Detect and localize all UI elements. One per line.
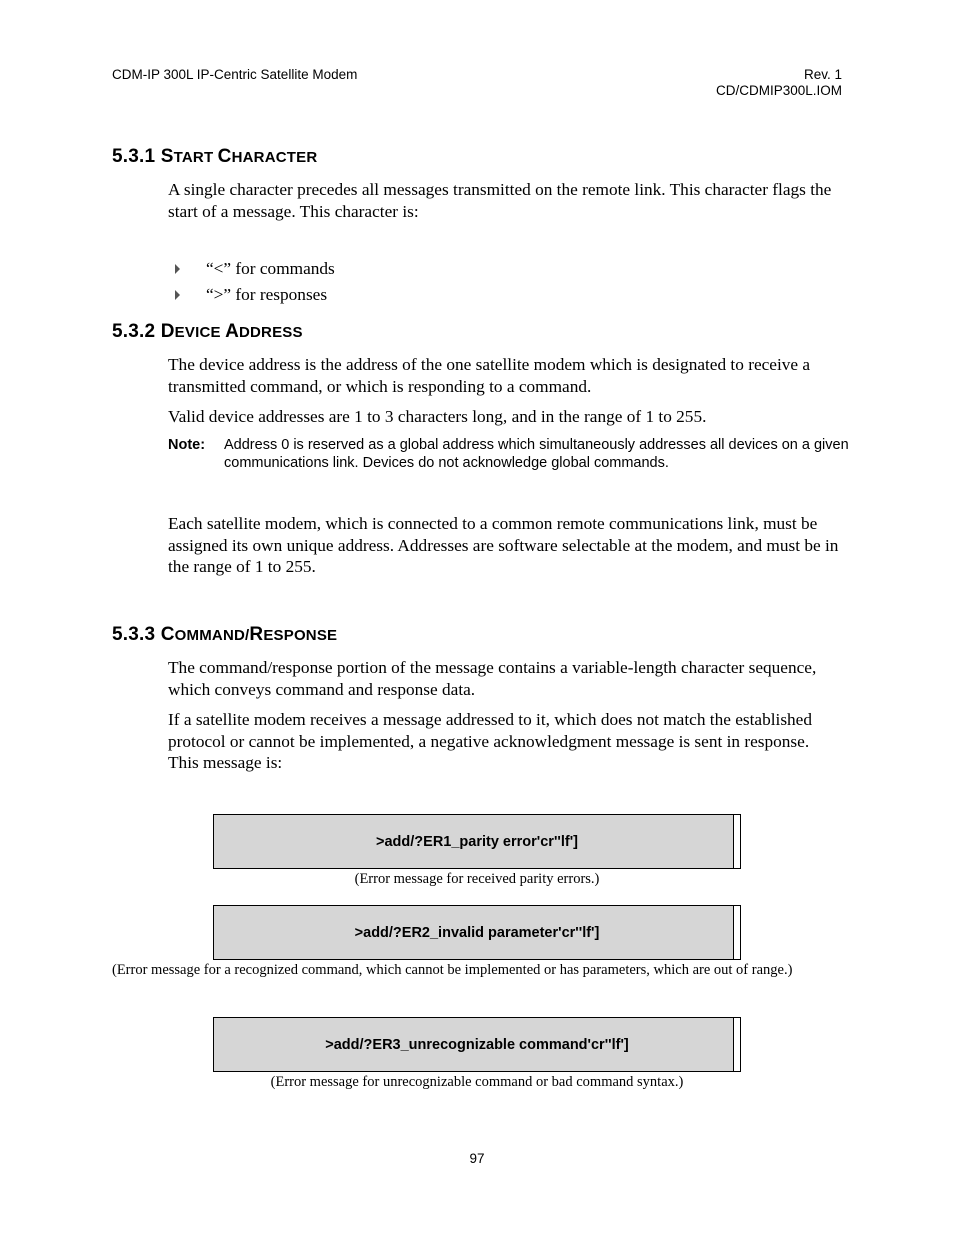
- bullet-arrow-icon: [175, 290, 180, 300]
- paragraph: Valid device addresses are 1 to 3 characters long, and in the range of 1 to 255.: [168, 407, 707, 426]
- section-title-cap: D: [160, 321, 175, 342]
- header-revision: [716, 67, 842, 99]
- error-caption: (Error message for received parity errors.): [354, 871, 600, 887]
- paragraph: A single character precedes all messages transmitted on the remote link. This character flags the start of a message. This character is:: [168, 180, 832, 221]
- section-heading-start-character: [112, 146, 317, 169]
- section-number: 5.3.3: [112, 624, 156, 645]
- bullet-arrow-icon: [175, 264, 180, 274]
- note-text: Address 0 is reserved as a global address which simultaneously addresses all devices on a given communications link. Devices do not acknowledge global commands.: [224, 437, 849, 471]
- page-number: 97: [469, 1151, 485, 1166]
- section-title-cap: S: [160, 146, 174, 167]
- note-label: Note:: [168, 437, 206, 453]
- paragraph: The command/response portion of the message contains a variable-length character sequence, which conveys command and response data.: [168, 658, 817, 699]
- header-rev: Rev. 1: [803, 67, 842, 82]
- paragraph: Each satellite modem, which is connected to a common remote communications link, must be assigned its own unique address. Addresses are software selectable at the modem, and must be in the range of 1 to 255.: [168, 514, 839, 576]
- section-heading-command-response: [112, 624, 337, 647]
- error-caption: (Error message for unrecognizable command or bad command syntax.): [270, 1074, 684, 1090]
- section-title-rest: ESPONSE: [263, 627, 338, 644]
- paragraph: The device address is the address of the one satellite modem which is designated to receive a transmitted command, or which is responding to a command.: [168, 355, 811, 396]
- error-code-box: >add/?ER3_unrecognizable command'cr''lf']: [213, 1017, 741, 1072]
- section-title-cap: A: [225, 321, 239, 342]
- error-code-box: >add/?ER2_invalid parameter'cr''lf']: [213, 905, 741, 960]
- paragraph: If a satellite modem receives a message addressed to it, which does not match the established protocol or cannot be implemented, a negative acknowledgment message is sent in response. This message is:: [168, 710, 812, 772]
- error-caption: (Error message for a recognized command, which cannot be implemented or has parameters, which are out of range.): [112, 962, 793, 978]
- error-code-box: >add/?ER1_parity error'cr''lf']: [213, 814, 741, 869]
- section-title-rest: HARACTER: [231, 149, 318, 166]
- section-title-rest: TART: [173, 149, 218, 166]
- section-heading-device-address: [112, 321, 303, 344]
- header-title: CDM-IP 300L IP-Centric Satellite Modem: [112, 67, 358, 82]
- list-item: [175, 258, 775, 280]
- list-item-text: “<” for commands: [206, 259, 335, 278]
- section-title-cap: R: [249, 624, 264, 645]
- section-number: 5.3.1: [112, 146, 156, 167]
- section-title-cap: C: [217, 146, 232, 167]
- section-title-rest: OMMAND/: [174, 627, 250, 644]
- section-number: 5.3.2: [112, 321, 156, 342]
- section-title-cap: C: [160, 624, 175, 645]
- list-item: [175, 284, 775, 306]
- list-item-text: “>” for responses: [206, 285, 328, 304]
- header-doc-id: CD/CDMIP300L.IOM: [715, 83, 842, 98]
- section-title-rest: EVICE: [174, 324, 226, 341]
- section-title-rest: DDRESS: [238, 324, 303, 341]
